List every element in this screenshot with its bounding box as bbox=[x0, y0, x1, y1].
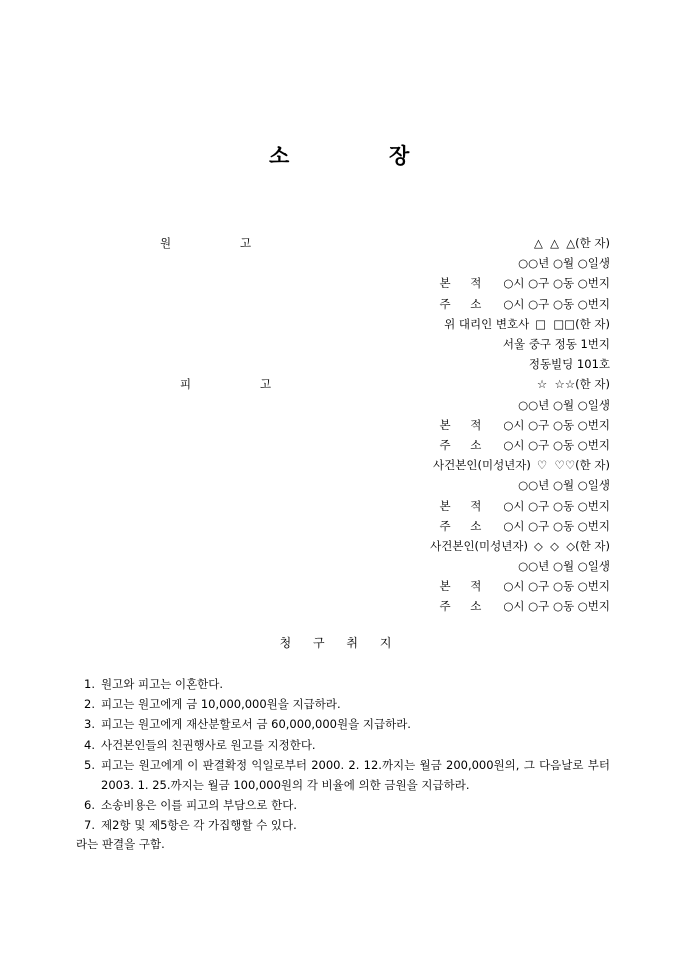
document-title bbox=[0, 140, 680, 168]
child2-domicile-line bbox=[190, 576, 610, 596]
defendant-domicile: ○시 ○구 ○동 ○번지 bbox=[503, 417, 610, 432]
defendant-name: ☆ ☆☆(한 자) bbox=[536, 377, 610, 392]
child2-label: 사건본인(미성년자) bbox=[430, 538, 528, 553]
claim-item bbox=[84, 735, 610, 755]
child2-domicile: ○시 ○구 ○동 ○번지 bbox=[503, 579, 610, 594]
child1-name-line bbox=[190, 455, 610, 475]
child1-birth: ○○년 ○월 ○일생 bbox=[518, 478, 610, 493]
claim-number: 2. bbox=[84, 697, 95, 712]
attorney-address-1: 서울 중구 정동 1번지 bbox=[502, 337, 610, 352]
child2-address: ○시 ○구 ○동 ○번지 bbox=[503, 599, 610, 614]
claim-item bbox=[84, 815, 610, 835]
defendant-role: 피 고 bbox=[180, 377, 272, 392]
attorney-label: 위 대리인 변호사 bbox=[444, 316, 530, 331]
attorney-address-line-1 bbox=[190, 334, 610, 354]
defendant-domicile-line bbox=[190, 415, 610, 435]
defendant-domicile-label: 본 적 bbox=[439, 417, 490, 432]
defendant-name-line bbox=[180, 374, 610, 394]
claim-item bbox=[84, 755, 610, 795]
child1-domicile-line bbox=[190, 495, 610, 515]
attorney-address-line-2 bbox=[190, 354, 610, 374]
title-char-1: 소 bbox=[269, 143, 290, 168]
attorney-line bbox=[190, 314, 610, 334]
claim-text: 소송비용은 이를 피고의 부담으로 한다. bbox=[101, 798, 298, 813]
child2-name-line bbox=[190, 536, 610, 556]
child1-label: 사건본인(미성년자) bbox=[433, 458, 531, 473]
child2-birth-line bbox=[190, 556, 610, 576]
parties-block bbox=[160, 233, 610, 617]
claim-number: 3. bbox=[84, 717, 95, 732]
child1-domicile-label: 본 적 bbox=[439, 498, 490, 513]
claim-item bbox=[84, 714, 610, 734]
plaintiff-domicile-label: 본 적 bbox=[439, 276, 490, 291]
title-char-2: 장 bbox=[389, 143, 410, 168]
child1-name: ♡ ♡♡(한 자) bbox=[536, 458, 610, 473]
attorney-address-2: 정동빌딩 101호 bbox=[528, 357, 610, 372]
child2-address-line bbox=[190, 596, 610, 616]
plaintiff-name-line bbox=[160, 233, 610, 253]
defendant-address-label: 주 소 bbox=[439, 437, 490, 452]
closing-statement: 라는 판결을 구함. bbox=[76, 837, 165, 851]
defendant-birth-line bbox=[190, 395, 610, 415]
claim-number: 4. bbox=[84, 737, 95, 752]
plaintiff-birth: ○○년 ○월 ○일생 bbox=[518, 256, 610, 271]
child2-birth: ○○년 ○월 ○일생 bbox=[518, 559, 610, 574]
attorney-name: □ □□(한 자) bbox=[535, 316, 610, 331]
child2-domicile-label: 본 적 bbox=[439, 579, 490, 594]
defendant-address-line bbox=[190, 435, 610, 455]
plaintiff-birth-line bbox=[190, 253, 610, 273]
claim-text: 피고는 원고에게 금 10,000,000원을 지급하라. bbox=[101, 697, 341, 712]
child1-birth-line bbox=[190, 475, 610, 495]
claim-text: 사건본인들의 친권행사로 원고를 지정한다. bbox=[101, 737, 316, 752]
plaintiff-address-line bbox=[190, 294, 610, 314]
plaintiff-address: ○시 ○구 ○동 ○번지 bbox=[503, 296, 610, 311]
claim-number: 6. bbox=[84, 798, 95, 813]
child2-name: ◇ ◇ ◇(한 자) bbox=[533, 538, 610, 553]
claim-number: 7. bbox=[84, 818, 95, 833]
plaintiff-address-label: 주 소 bbox=[439, 296, 490, 311]
plaintiff-domicile: ○시 ○구 ○동 ○번지 bbox=[503, 276, 610, 291]
claim-text: 피고는 원고에게 재산분할로서 금 60,000,000원을 지급하라. bbox=[101, 717, 411, 732]
child1-address-label: 주 소 bbox=[439, 518, 490, 533]
claim-number: 1. bbox=[84, 677, 95, 691]
child2-address-label: 주 소 bbox=[439, 599, 490, 614]
defendant-birth: ○○년 ○월 ○일생 bbox=[518, 397, 610, 412]
claim-number: 5. bbox=[84, 757, 95, 772]
claim-item bbox=[84, 694, 610, 714]
child1-address-line bbox=[190, 516, 610, 536]
claim-text: 원고와 피고는 이혼한다. bbox=[101, 677, 224, 691]
claims-title: 청 구 취 지 bbox=[279, 636, 401, 650]
claim-text: 제2항 및 제5항은 각 가집행할 수 있다. bbox=[101, 818, 297, 833]
child1-address: ○시 ○구 ○동 ○번지 bbox=[503, 518, 610, 533]
child1-domicile: ○시 ○구 ○동 ○번지 bbox=[503, 498, 610, 513]
claim-item bbox=[84, 795, 610, 815]
claims-list bbox=[84, 674, 610, 836]
plaintiff-name: △ △ △(한 자) bbox=[533, 236, 610, 251]
claim-item bbox=[84, 674, 610, 694]
plaintiff-role: 원 고 bbox=[160, 236, 252, 251]
defendant-address: ○시 ○구 ○동 ○번지 bbox=[503, 437, 610, 452]
claim-text: 피고는 원고에게 이 판결확정 익일로부터 2000. 2. 12.까지는 월금 200,000원의, 그 다음날로 부터 2003. 1. 25.까지는 월금 100,000원의 각 비율에 의한 금원을 지급하라. bbox=[101, 757, 610, 793]
plaintiff-domicile-line bbox=[190, 273, 610, 293]
